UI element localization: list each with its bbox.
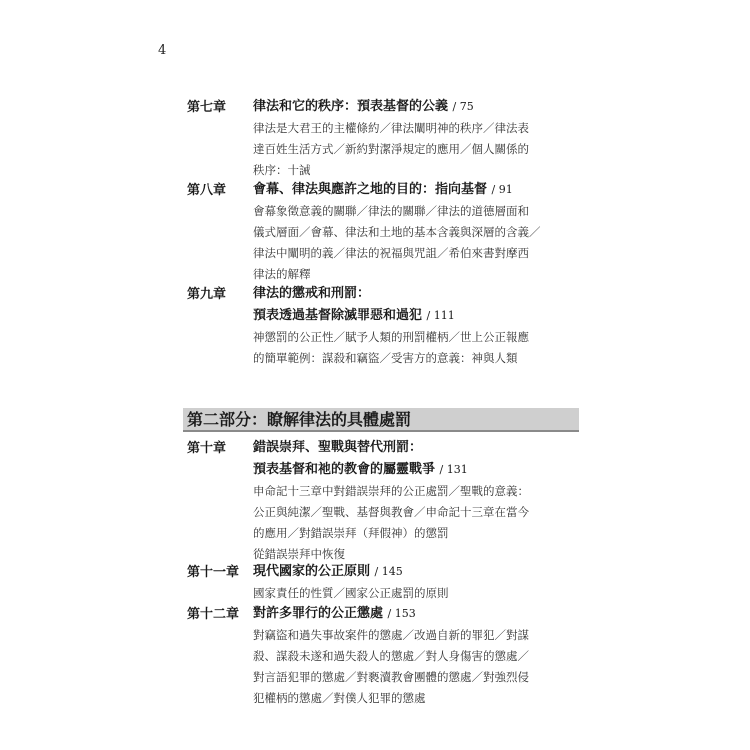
chapter-label: 第九章: [187, 287, 227, 302]
chapter-desc-line: 國家責任的性質／國家公正處罰的原則: [253, 586, 449, 600]
chapter-page-ref: / 153: [387, 607, 416, 620]
chapter-label: 第十一章: [187, 565, 240, 580]
chapter-desc-line: 公正與純潔／聖戰、基督與教會／申命記十三章在當今: [253, 505, 529, 519]
chapter-desc-line: 對言語犯罪的懲處／對褻瀆教會團體的懲處／對強烈侵: [253, 670, 529, 684]
chapter-desc-line: 對竊盜和過失事故案件的懲處／改過自新的罪犯／對謀: [253, 628, 529, 642]
chapter-page-ref: / 75: [452, 100, 474, 113]
chapter-desc-line: 達百姓生活方式／新約對潔淨規定的應用／個人關係的: [253, 142, 529, 156]
chapter-page-ref: / 145: [374, 565, 403, 578]
chapter-page-ref: / 131: [439, 463, 468, 476]
chapter-desc-line: 從錯誤崇拜中恢復: [253, 547, 345, 561]
chapter-desc-line: 申命記十三章中對錯誤崇拜的公正處罰／聖戰的意義：: [253, 484, 529, 498]
chapter-title: 律法的懲戒和刑罰：: [253, 286, 371, 301]
chapter-title: 現代國家的公正原則 / 145: [253, 564, 403, 579]
chapter-desc-line: 秩序：十誡: [253, 163, 311, 177]
part-two-header: [183, 408, 579, 432]
chapter-desc-line: 殺、謀殺未遂和過失殺人的懲處／對人身傷害的懲處／: [253, 649, 529, 663]
chapter-title: 錯誤崇拜、聖戰與替代刑罰：: [253, 440, 423, 455]
chapter-desc-line: 律法中闡明的義／律法的祝福與咒詛／希伯來書對摩西: [253, 246, 529, 260]
chapter-desc-line: 的應用／對錯誤崇拜（拜假神）的懲罰: [253, 526, 449, 540]
chapter-label: 第八章: [187, 183, 227, 198]
chapter-page-ref: / 91: [491, 183, 513, 196]
chapter-desc-line: 律法是大君王的主權條約／律法闡明神的秩序／律法表: [253, 121, 529, 135]
chapter-label: 第十章: [187, 441, 227, 456]
chapter-desc-line: 神懲罰的公正性／賦予人類的刑罰權柄／世上公正報應: [253, 330, 529, 344]
chapter-title: 會幕、律法與應許之地的目的：指向基督 / 91: [253, 182, 513, 197]
chapter-label: 第十二章: [187, 607, 240, 622]
part-two-heading: 第二部分：瞭解律法的具體處罰: [187, 410, 412, 429]
chapter-title: 預表透過基督除滅罪惡和過犯 / 111: [253, 308, 455, 323]
chapter-desc-line: 犯權柄的懲處／對僕人犯罪的懲處: [253, 691, 426, 705]
chapter-page-ref: / 111: [426, 309, 455, 322]
chapter-desc-line: 的簡單範例：謀殺和竊盜／受害方的意義：神與人類: [253, 351, 518, 365]
chapter-title: 對許多罪行的公正懲處 / 153: [253, 606, 416, 621]
page-number: 4: [158, 43, 167, 58]
chapter-title: 律法和它的秩序：預表基督的公義 / 75: [253, 99, 474, 114]
chapter-desc-line: 律法的解釋: [253, 267, 311, 281]
chapter-title: 預表基督和祂的教會的屬靈戰爭 / 131: [253, 462, 468, 477]
chapter-label: 第七章: [187, 100, 227, 115]
chapter-desc-line: 儀式層面／會幕、律法和土地的基本含義與深層的含義／: [253, 225, 541, 239]
chapter-desc-line: 會幕象徵意義的關聯／律法的關聯／律法的道德層面和: [253, 204, 529, 218]
